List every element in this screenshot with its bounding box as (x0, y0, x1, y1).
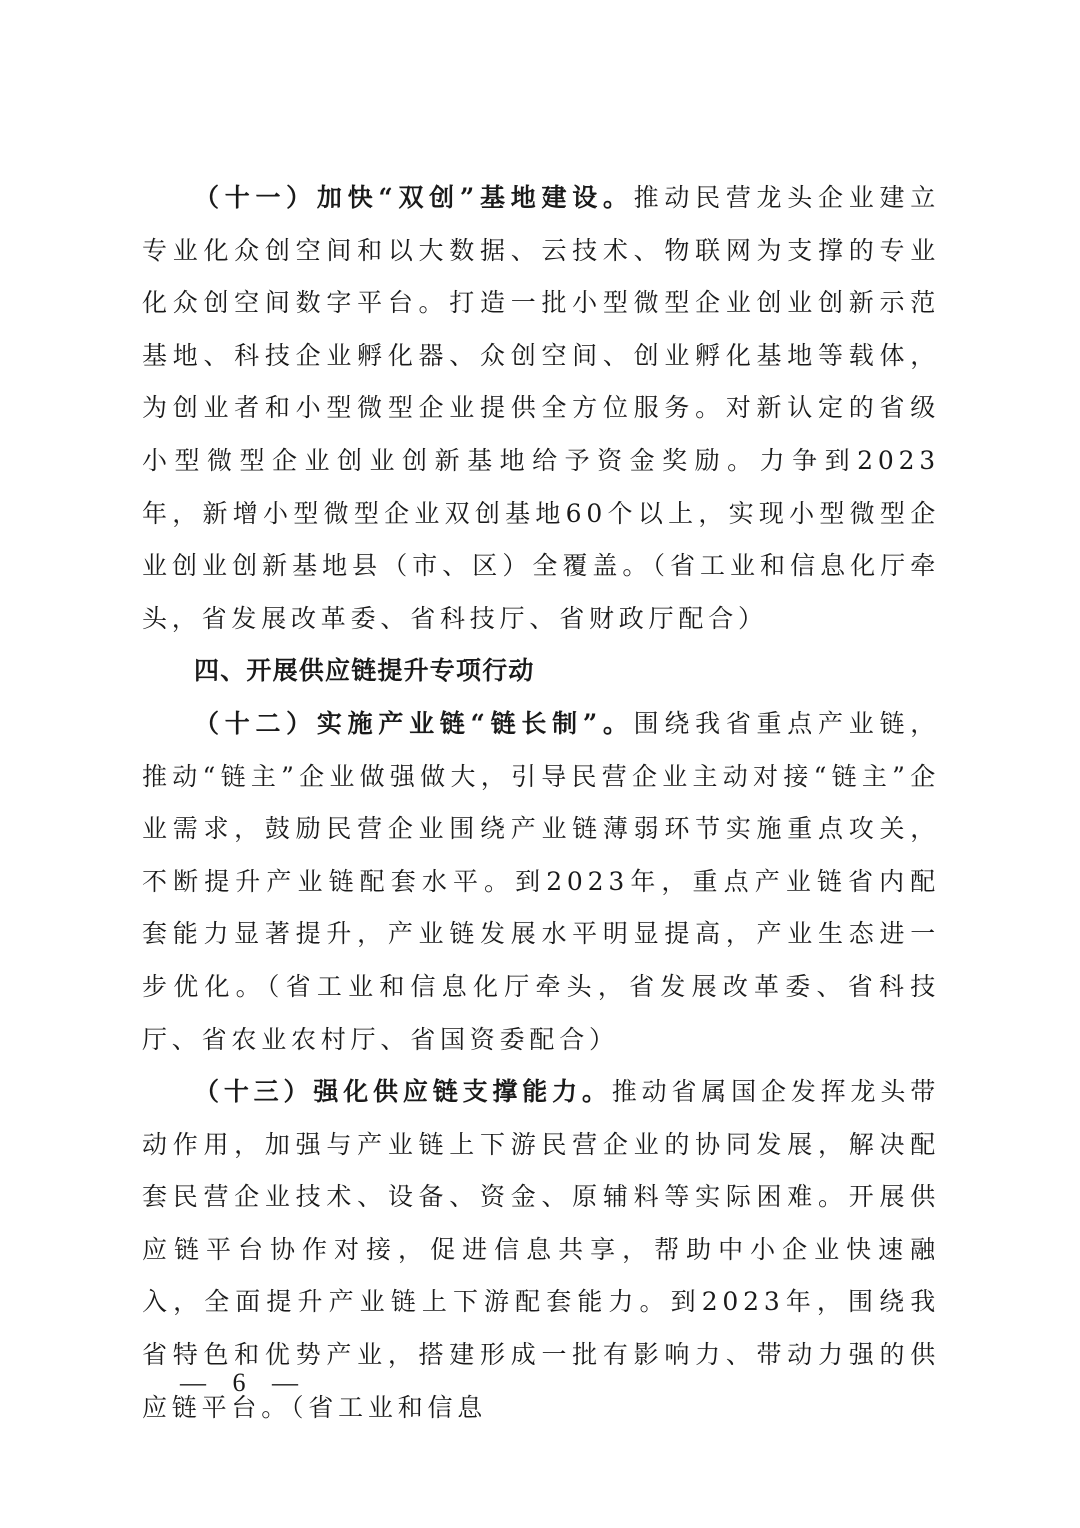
paragraph-13-lead: （十三）强化供应链支撑能力。 (194, 1077, 612, 1107)
paragraph-11-lead: （十一）加快“双创”基地建设。 (194, 183, 634, 212)
paragraph-11 (142, 172, 940, 645)
paragraph-11-body: 推动民营龙头企业建立专业化众创空间和以大数据、云技术、物联网为支撑的专业化众创空间数字平台。打造一批小型微型企业创业创新示范基地、科技企业孵化器、众创空间、创业孵化基地等载体，为创业者和小型微型企业提供全方位服务。对新认定的省级小型微型企业创业创新基地给予资金奖励。力争到2023年，新增小型微型企业双创基地60个以上，实现小型微型企业创业创新基地县（市、区）全覆盖。（省工业和信息化厅牵头，省发展改革委、省科技厅、省财政厅配合） (142, 183, 940, 633)
paragraph-12 (142, 698, 940, 1066)
paragraph-12-lead: （十二）实施产业链“链长制”。 (194, 708, 634, 738)
document-body (142, 172, 940, 1434)
paragraph-12-body: 围绕我省重点产业链，推动“链主”企业做强做大，引导民营企业主动对接“链主”企业需求，鼓励民营企业围绕产业链薄弱环节实施重点攻关，不断提升产业链配套水平。到2023年，重点产业链省内配套能力显著提升，产业链发展水平明显提高，产业生态进一步优化。（省工业和信息化厅牵头，省发展改革委、省科技厅、省农业农村厅、省国资委配合） (142, 708, 940, 1054)
paragraph-13-body: 推动省属国企发挥龙头带动作用，加强与产业链上下游民营企业的协同发展，解决配套民营企业技术、设备、资金、原辅料等实际困难。开展供应链平台协作对接，促进信息共享，帮助中小企业快速融入，全面提升产业链上下游配套能力。到2023年，围绕我省特色和优势产业，搭建形成一批有影响力、带动力强的供应链平台。（省工业和信息 (142, 1077, 940, 1422)
section-heading-4: 四、开展供应链提升专项行动 (194, 656, 535, 686)
page-number: — 6 — (180, 1368, 308, 1397)
